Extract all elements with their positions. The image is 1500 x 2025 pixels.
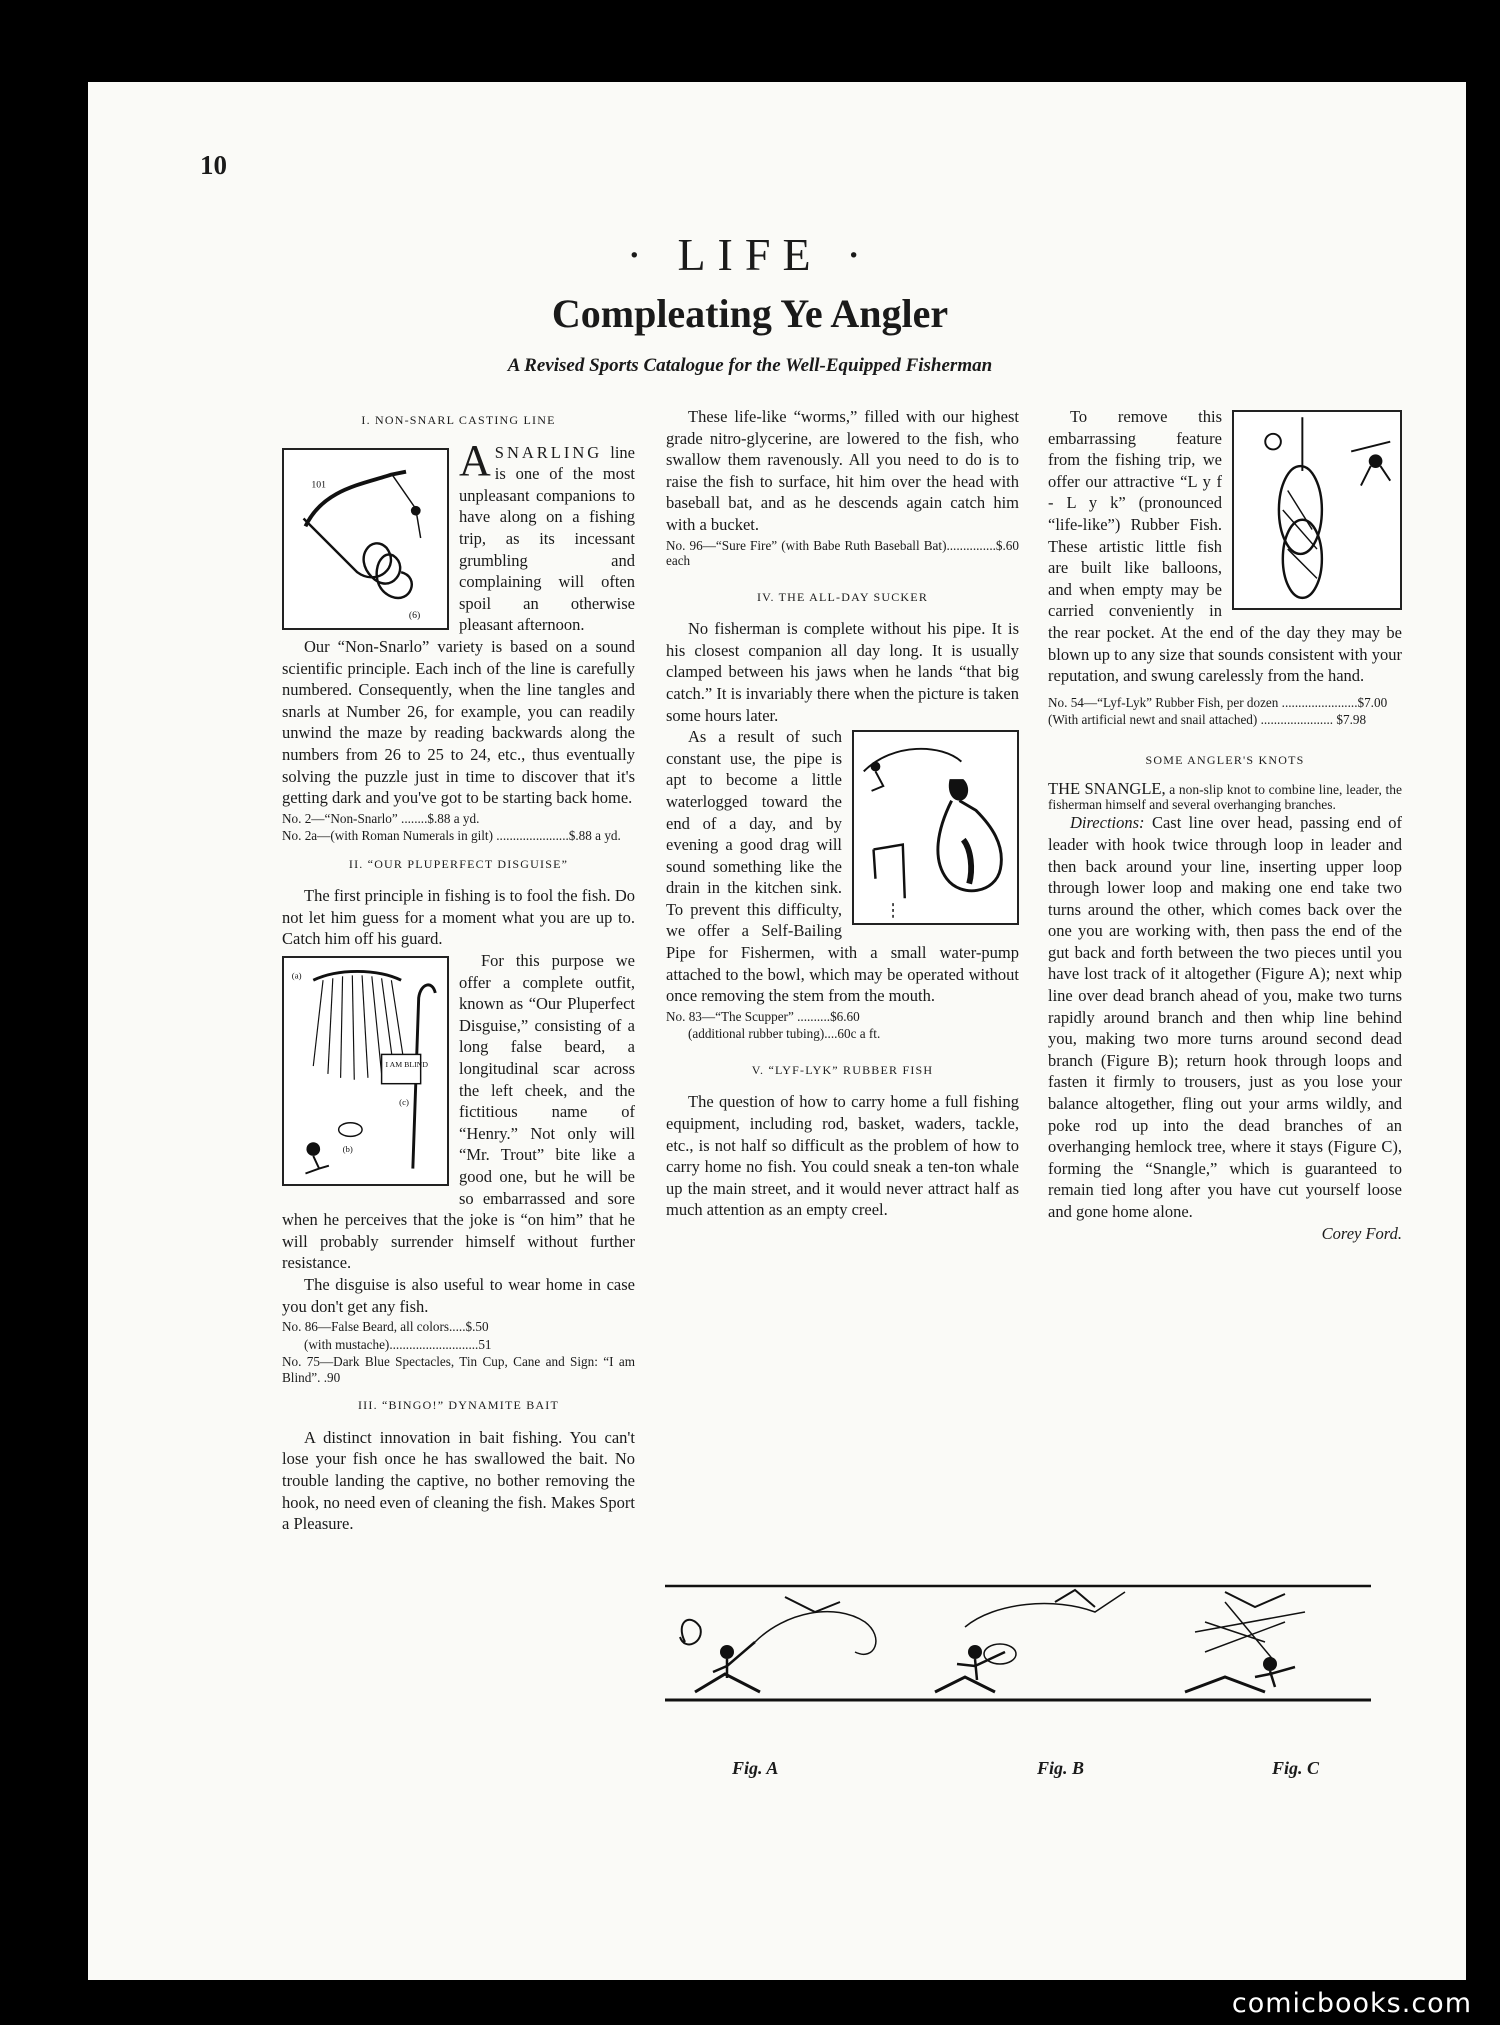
rubber-fish-illustration (1232, 410, 1402, 610)
paragraph: The disguise is also useful to wear home in case you don't get any fish. (282, 1274, 635, 1316)
paragraph: These life-like “worms,” filled with our highest grade nitro-glycerine, are lowered to the fish, who swallow them ravenously. All you need to do is to raise the fish to surface, hit him over the head with baseball bat, and as he descends again catch him with a bucket. (666, 407, 1019, 534)
price-line: No. 75—Dark Blue Spectacles, Tin Cup, Cane and Sign: “I am Blind”. .90 (282, 1354, 635, 1385)
paragraph: A distinct innovation in bait fishing. You can't lose your fish once he has swallowed the bait. No trouble landing the captive, no bother removing the hook, no need even of cleaning the fish. Makes Sport a Pleasure. (282, 1427, 635, 1534)
figure-caption: Fig. A (732, 1758, 779, 1778)
snangle-figures-strip (665, 1582, 1371, 1748)
paragraph: For this purpose we offer a complete outfit, known as “Our Pluperfect Disguise,” consisting of a long false beard, a longitudinal scar across the left cheek, and the fictitious name of “Henry.” Not only will “Mr. Trout” bite like a good one, but he will be so embarrassed and sore when he perceives that the joke is “on him” that he will probably surrender himself without further resistance. (282, 951, 635, 1273)
article-title: Compleating Ye Angler (551, 291, 949, 336)
paragraph: As a result of such constant use, the pipe is apt to become a little waterlogged toward the end of a day, and by evening a good drag will sound something like the drain in the kitchen sink. To prevent this difficulty, we offer a Self-Bailing Pipe for Fishermen, with a small water-pump attached to the bowl, which may be operated without once removing the stem from the mouth. (666, 727, 1019, 1006)
column-3 (1048, 406, 1402, 1244)
section-heading: V. “LYF-LYK” RUBBER FISH (751, 1062, 934, 1077)
paragraph: To remove this embarrassing feature from the fishing trip, we offer our attractive “L y f - L y k” (pronounced “life-like”) Rubber Fish. These artistic little fish are built like balloons, and when empty may be carried conveniently in the rear pocket. At the end of the day they may be blown up to any size that sounds consistent with your reputation, and swung carelessly from the hand. (1048, 407, 1402, 686)
section-heading: II. “OUR PLUPERFECT DISGUISE” (348, 856, 569, 871)
section-heading: IV. THE ALL-DAY SUCKER (756, 589, 929, 604)
price-line: (additional rubber tubing)....60c a ft. (688, 1026, 881, 1042)
masthead: · LIFE · (626, 229, 874, 280)
price-line: No. 2—“Non-Snarlo” ........$.88 a yd. (282, 810, 480, 826)
paragraph: No fisherman is complete without his pipe. It is his closest companion all day long. It is usually clamped between his jaws when he lands “that big catch.” It is invariably there when the picture is taken some hours later. (666, 619, 1019, 725)
disguise-illustration (282, 956, 449, 1186)
price-line: No. 96—“Sure Fire” (with Babe Ruth Baseball Bat)...............$.60 each (666, 537, 1019, 569)
price-line: No. 2a—(with Roman Numerals in gilt) ......................$.88 a yd. (282, 828, 621, 844)
figure-caption: Fig. C (1272, 1758, 1320, 1778)
drop-cap: A (459, 435, 491, 485)
self-bailing-pipe-illustration (852, 730, 1019, 925)
paragraph: line is one of the most unpleasant companions to have along on a fishing trip, as its incessant grumbling and complaining will often spoil an otherwise pleasant afternoon. (459, 442, 635, 635)
lead-word: SNARLING (494, 442, 603, 462)
column-1 (282, 406, 635, 1535)
figure-label: (6) (408, 609, 421, 621)
figure-caption: Fig. B (1037, 1758, 1085, 1778)
figure-a (680, 1597, 876, 1692)
page-number: 10 (200, 150, 227, 180)
section-heading: III. “BINGO!” DYNAMITE BAIT (357, 1398, 560, 1413)
sign-text: I AM BLIND (385, 1060, 428, 1070)
author-signature: Corey Ford. (1321, 1223, 1402, 1243)
watermark: comicbooks.com (1231, 1988, 1472, 2019)
paragraph: THE SNANGLE, a non-slip knot to combine line, leader, the fisherman himself and several overhanging branches. (1048, 779, 1402, 813)
article-subtitle: A Revised Sports Catalogue for the Well-Equipped Fisherman (507, 355, 993, 376)
column-2 (666, 406, 1019, 1221)
price-line: No. 86—False Beard, all colors.....$.50 (282, 1319, 489, 1335)
figure-label: (a) (291, 970, 302, 981)
section-heading: I. NON-SNARL CASTING LINE (361, 413, 556, 427)
price-line: No. 83—“The Scupper” ..........$6.60 (666, 1008, 860, 1024)
figure-c (1185, 1592, 1305, 1692)
price-line: (with mustache)...........................51 (304, 1336, 492, 1352)
paragraph: The question of how to carry home a full fishing equipment, including rod, basket, waders, tackle, etc., is not half so difficult as the problem of how to carry home no fish. You could sneak a ten-ton whale up the main street, and it would never attract half as much attention as an empty creel. (666, 1092, 1019, 1220)
figure-label: (c) (399, 1097, 409, 1108)
figure-b (935, 1590, 1125, 1692)
paragraph: The first principle in fishing is to fool the fish. Do not let him guess for a moment what you are up to. Catch him off his guard. (282, 886, 635, 949)
price-line: (With artificial newt and snail attached) ...................... $7.98 (1048, 712, 1367, 728)
paragraph: Our “Non-Snarlo” variety is based on a sound scientific principle. Each inch of the line is carefully numbered. Consequently, when the line tangles and snarls at Number 26, for example, you can readily unwind the maze by reading backwards along the numbers from 26 to 25 to 24, etc., thus eventually solving the puzzle just in time to discover that it's getting dark and you've got to be starting back home. (282, 636, 635, 808)
tangled-line-illustration (282, 448, 449, 630)
figure-label: 101 (311, 478, 326, 490)
paragraph: Directions: Cast line over head, passing end of leader with hook twice through loop in leader and then back around your line, inserting upper loop through lower loop and making one end take two turns around the other, which comes back over the one you are working with, then pass the end of the gut back and forth between the two pieces until you have lost track of it altogether (Figure A); next whip line over dead branch ahead of you, make two turns rapidly around branch and then whip line behind you, making two more turns around second dead branch (Figure B); return hook through loops and fasten it firmly to trousers, just as you lose your balance altogether, fling out your arms wildly, and poke rod up into the dead branches of an overhanging hemlock tree, where it stays (Figure C), forming the “Snangle,” which is guaranteed to remain tied long after you have cut yourself loose and gone home alone. (1048, 813, 1403, 1221)
price-line: No. 54—“Lyf-Lyk” Rubber Fish, per dozen .......................$7.00 (1048, 694, 1388, 710)
figure-label: (b) (342, 1144, 353, 1155)
section-heading: SOME ANGLER'S KNOTS (1145, 752, 1305, 767)
